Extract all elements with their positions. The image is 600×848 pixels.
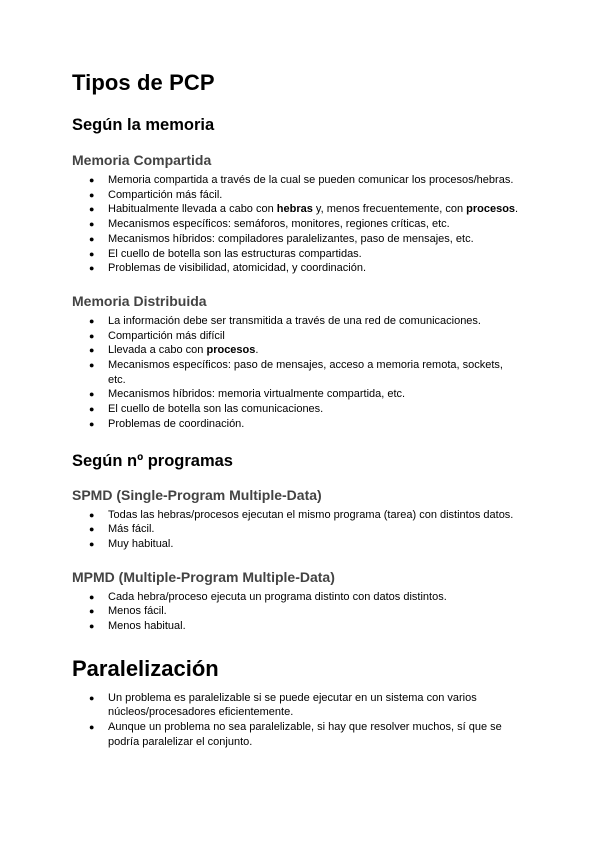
bullet-icon: ●	[89, 189, 95, 200]
bullet-icon: ●	[89, 591, 95, 602]
bullet-icon: ●	[89, 233, 95, 244]
bullet-icon: ●	[89, 263, 95, 274]
list-item	[72, 387, 540, 402]
list-item-text: Habitualmente llevada a cabo con	[108, 203, 277, 216]
list-item	[72, 261, 540, 276]
bullet-icon: ●	[89, 538, 95, 549]
list-item-text: etc.	[108, 373, 126, 386]
list-item-text: podría paralelizar el conjunto.	[108, 735, 253, 748]
bullet-icon: ●	[89, 248, 95, 259]
heading-spmd: SPMD (Single-Program Multiple-Data)	[72, 486, 322, 503]
heading-memoria-compartida: Memoria Compartida	[72, 152, 212, 168]
list-item-text: Compartición más difícil	[108, 329, 225, 342]
bullet-icon: ●	[89, 175, 95, 185]
list-item	[72, 173, 540, 188]
heading-paralelizacion: Paralelización	[72, 655, 219, 681]
bullet-icon: ●	[89, 315, 95, 326]
bullet-icon: ●	[89, 621, 95, 632]
list-item-text: núcleos/procesadores eficientemente.	[108, 706, 294, 719]
list-item-text: El cuello de botella son las comunicaciones.	[108, 403, 324, 416]
list-item-text: Todas las hebras/procesos ejecutan el mismo programa (tarea) con distintos datos.	[108, 508, 514, 521]
bullet-icon: ●	[89, 219, 95, 230]
list-item	[72, 619, 540, 634]
list-item-text: Un problema es paralelizable si se puede ejecutar en un sistema con varios	[108, 691, 477, 704]
bullet-icon: ●	[89, 722, 95, 733]
list-item	[72, 188, 540, 203]
list-item	[72, 217, 540, 232]
list-item	[72, 508, 540, 523]
list-item-text: Mecanismos híbridos: compiladores paralelizantes, paso de mensajes, etc.	[108, 232, 474, 245]
list-memoria-distribuida	[72, 314, 540, 432]
list-item-text: .	[515, 203, 519, 216]
list-item	[72, 202, 540, 217]
list-item-text: Memoria compartida a través de la cual se pueden comunicar los procesos/hebras.	[108, 174, 514, 186]
list-item-text: Problemas de coordinación.	[108, 417, 245, 430]
list-paralelizacion	[72, 691, 540, 750]
bullet-icon: ●	[89, 509, 95, 520]
list-item-text: Problemas de visibilidad, atomicidad, y coordinación.	[108, 262, 367, 275]
bold-term: procesos	[466, 203, 516, 216]
bullet-icon: ●	[89, 345, 95, 356]
list-item-text: .	[255, 344, 259, 357]
bullet-icon: ●	[89, 606, 95, 617]
list-item-text: Compartición más fácil.	[108, 188, 223, 201]
list-item-text: Más fácil.	[108, 523, 155, 536]
list-spmd	[72, 508, 540, 552]
list-item	[72, 329, 540, 344]
bullet-icon: ●	[89, 524, 95, 535]
heading-memoria-distribuida: Memoria Distribuida	[72, 292, 207, 309]
list-item-text: Cada hebra/proceso ejecuta un programa distinto con datos distintos.	[108, 590, 447, 603]
list-item	[72, 720, 540, 749]
list-item	[72, 343, 540, 358]
list-item-text: Mecanismos específicos: paso de mensajes, acceso a memoria remota, sockets,	[108, 359, 503, 372]
list-item	[72, 402, 540, 417]
list-item-text: Llevada a cabo con	[108, 344, 207, 357]
list-item-text: Mecanismos específicos: semáforos, monitores, regiones críticas, etc.	[108, 218, 450, 231]
bullet-icon: ●	[89, 418, 95, 429]
document-content	[72, 70, 540, 750]
bullet-icon: ●	[89, 330, 95, 341]
list-item	[72, 417, 540, 432]
list-item-text: Aunque un problema no sea paralelizable, si hay que resolver muchos, sí que se	[108, 721, 502, 734]
bullet-icon: ●	[89, 404, 95, 415]
list-item-text: Muy habitual.	[108, 537, 174, 550]
list-item-text: y, menos frecuentemente, con	[312, 203, 467, 216]
list-item	[72, 232, 540, 247]
list-item-text: La información debe ser transmitida a través de una red de comunicaciones.	[108, 314, 481, 327]
heading-mpmd: MPMD (Multiple-Program Multiple-Data)	[72, 568, 335, 585]
list-item-text: Mecanismos híbridos: memoria virtualmente compartida, etc.	[108, 388, 406, 401]
list-item	[72, 314, 540, 329]
list-item	[72, 247, 540, 262]
bold-term: hebras	[276, 203, 313, 216]
list-item-text: Menos habitual.	[108, 620, 186, 633]
list-item	[72, 522, 540, 537]
bullet-icon: ●	[89, 389, 95, 400]
list-item	[72, 604, 540, 619]
list-item	[72, 358, 540, 387]
bold-term: procesos	[206, 344, 256, 357]
list-memoria-compartida	[72, 173, 540, 276]
list-item	[72, 537, 540, 552]
heading-segun-memoria: Según la memoria	[72, 116, 215, 134]
page-title: Tipos de PCP	[72, 70, 215, 95]
list-mpmd	[72, 590, 540, 634]
list-item-text: Menos fácil.	[108, 605, 167, 618]
bullet-icon: ●	[89, 692, 95, 703]
list-item-text: El cuello de botella son las estructuras compartidas.	[108, 247, 362, 260]
heading-segun-programas: Según nº programas	[72, 451, 233, 470]
bullet-icon: ●	[89, 204, 95, 215]
list-item	[72, 590, 540, 605]
bullet-icon: ●	[89, 360, 95, 371]
list-item	[72, 691, 540, 720]
